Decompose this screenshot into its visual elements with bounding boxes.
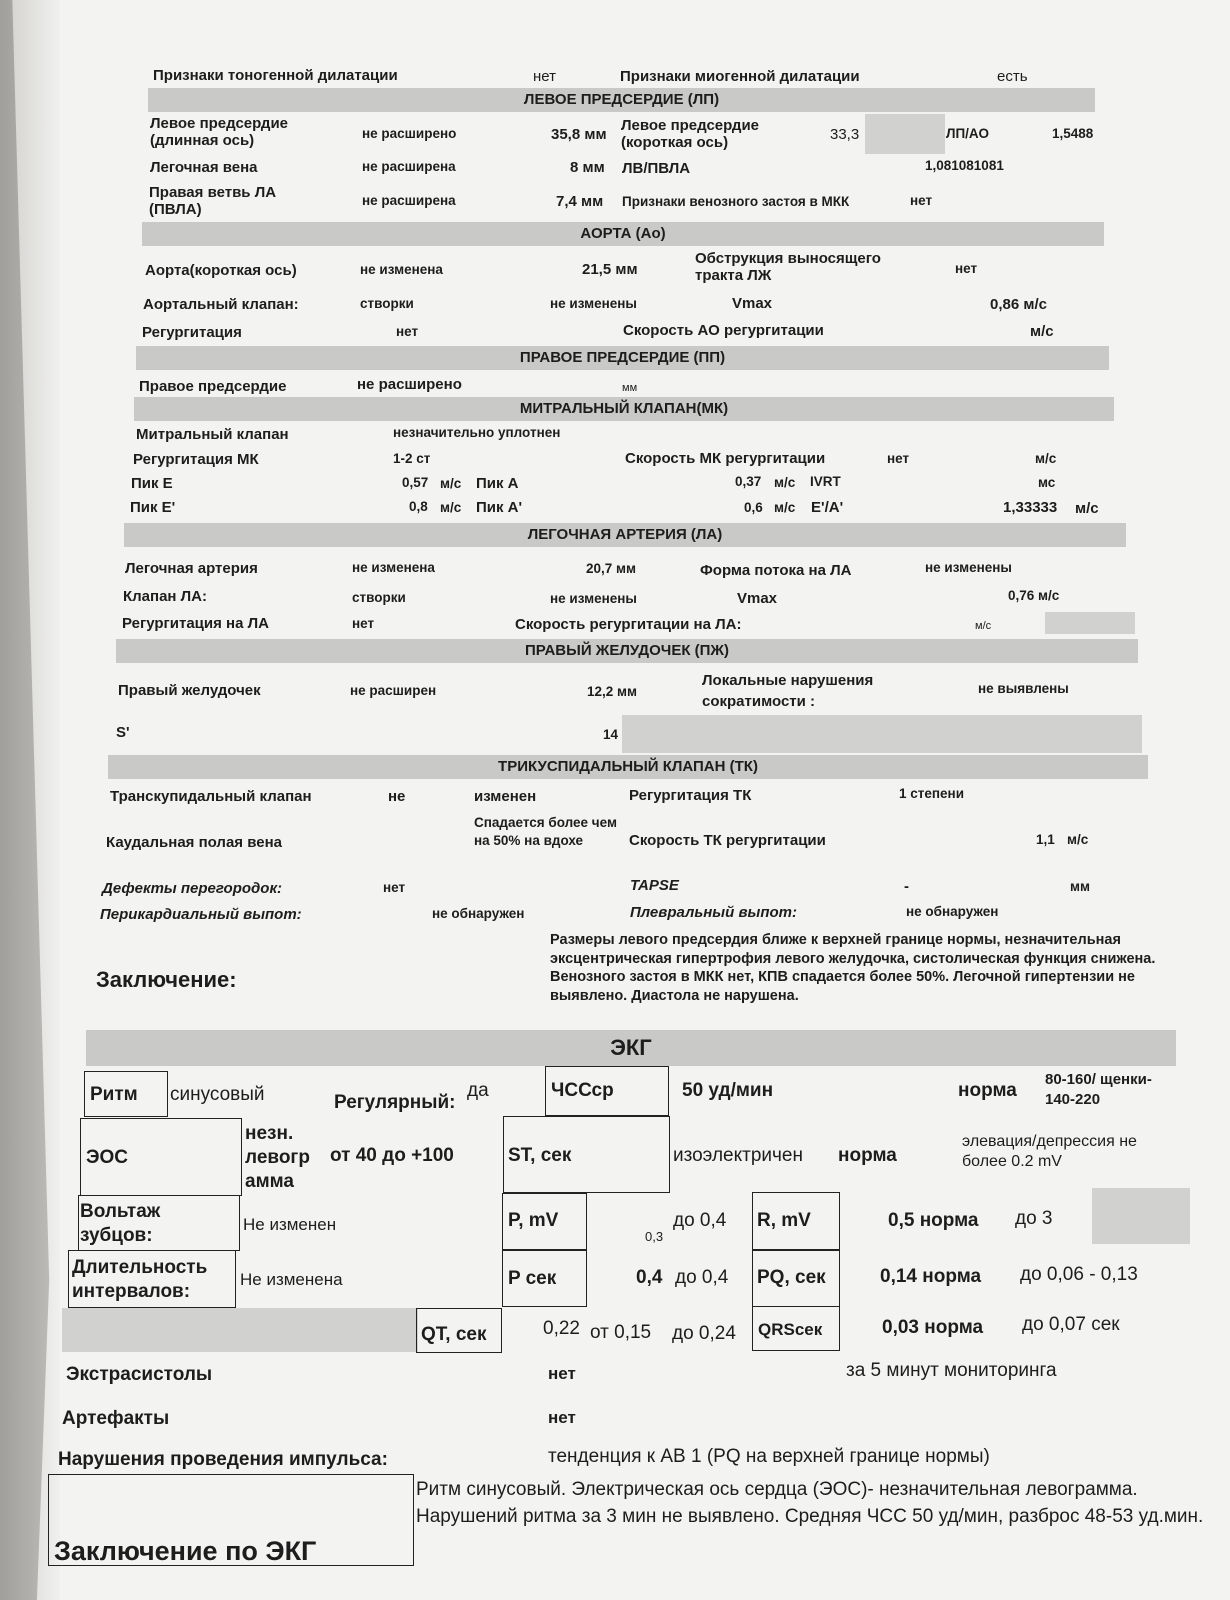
septal-value: нет <box>383 880 406 895</box>
gray-cell <box>1092 1188 1190 1244</box>
myogenic-label: Признаки миогенной дилатации <box>620 68 860 85</box>
pv-label: Легочная вена <box>150 159 258 176</box>
ecg-st-norm-value: элевация/депрессия не более 0.2 mV <box>962 1133 1137 1170</box>
peak-a-value: 0,37 <box>735 474 762 489</box>
tapse-label: TAPSE <box>630 877 679 894</box>
ecg-p-mv-value: 0,3 <box>645 1229 664 1244</box>
peak-e2-label: Пик E' <box>130 499 176 516</box>
pa-regurg-speed-label: Скорость регургитации на ЛА: <box>515 616 742 633</box>
ecg-p-sec-value: 0,4 <box>636 1267 663 1288</box>
peak-a-label: Пик А <box>476 475 519 492</box>
ecg-voltage-value: Не изменен <box>243 1215 337 1234</box>
pericardial-value: не обнаружен <box>432 906 525 921</box>
myogenic-value: есть <box>997 68 1028 85</box>
extrasystoles-value: нет <box>548 1364 576 1383</box>
peak-e2-value: 0,8 <box>409 499 428 514</box>
rv-local-label: Локальные нарушения сократимости : <box>702 672 874 710</box>
peak-e-label: Пик Е <box>131 475 173 492</box>
ecg-pq-value: 0,14 норма <box>880 1266 982 1287</box>
ivrt-label: IVRT <box>810 474 841 489</box>
pa-vmax-value: 0,76 м/с <box>1008 588 1060 603</box>
ao-regurg-value: нет <box>396 324 419 339</box>
tv-regurg-label: Регургитация ТК <box>629 787 752 804</box>
ecg-qt-value: 0,22 <box>543 1318 580 1339</box>
mv-regurg-label: Регургитация МК <box>133 451 259 468</box>
tv-label: Транскупидальный клапан <box>110 788 312 805</box>
ecg-conclusion-label: Заключение по ЭКГ <box>54 1536 317 1566</box>
pa-regurg-label: Регургитация на ЛА <box>122 615 269 632</box>
congestion-value: нет <box>910 193 933 208</box>
ecg-st-label: ST, сек <box>508 1145 572 1166</box>
ea-label: E'/A' <box>811 499 844 516</box>
extrasystoles-note: за 5 минут мониторинга <box>846 1360 1057 1381</box>
tapse-value: - <box>904 878 909 895</box>
ecg-qt-label: QT, сек <box>421 1324 487 1345</box>
peak-e-value: 0,57 <box>402 475 429 490</box>
ao-vmax-value: 0,86 м/с <box>990 296 1047 313</box>
conduction-label: Нарушения проведения импульса: <box>58 1449 388 1470</box>
rv-label: Правый желудочек <box>118 682 261 699</box>
rv-state: не расширен <box>350 683 437 698</box>
ecg-qrs-norm: до 0,07 сек <box>1022 1314 1120 1335</box>
ecg-regular-value: да <box>467 1080 489 1101</box>
echo-conclusion-label: Заключение: <box>96 967 237 992</box>
rpa-value: 7,4 мм <box>556 193 604 210</box>
artifacts-label: Артефакты <box>62 1408 170 1429</box>
aortic-valve-state: не изменены <box>550 296 637 311</box>
congestion-label: Признаки венозного застоя в МКК <box>622 194 850 209</box>
s-prime-value: 14 <box>603 727 619 742</box>
ecg-hr-value: 50 уд/мин <box>682 1080 774 1101</box>
tonogenic-label: Признаки тоногенной дилатации <box>153 67 398 84</box>
pa-regurg-value: нет <box>352 616 375 631</box>
ecg-r-mv-norm: до 3 <box>1015 1208 1053 1229</box>
pa-valve-leaflets: створки <box>352 590 406 605</box>
ecg-eos-range: от 40 до +100 <box>330 1145 454 1166</box>
ecg-qrs-label: QRSсек <box>758 1320 823 1339</box>
ao-section-header: АОРТА (Ао) <box>142 222 1104 246</box>
ra-unit: мм <box>622 382 638 394</box>
mv-regurg-value: 1-2 ст <box>393 451 431 466</box>
mv-section-header: МИТРАЛЬНЫЙ КЛАПАН(МК) <box>134 397 1114 421</box>
gray-cell <box>622 715 1142 753</box>
la-ao-label: ЛП/АО <box>946 126 989 141</box>
ra-section-header: ПРАВОЕ ПРЕДСЕРДИЕ (ПП) <box>136 346 1109 370</box>
ecg-p-sec-norm: до 0,4 <box>675 1267 729 1288</box>
ecg-rhythm-label: Ритм <box>90 1084 138 1105</box>
la-short-axis-value: 33,3 <box>830 126 860 143</box>
obstruction-value: нет <box>955 261 978 276</box>
ecg-section-header: ЭКГ <box>86 1030 1176 1066</box>
extrasystoles-label: Экстрасистолы <box>66 1364 213 1385</box>
ecg-qt-norm-to: до 0,24 <box>672 1323 736 1344</box>
la-ao-value: 1,5488 <box>1052 126 1094 141</box>
ecg-hr-label: ЧССср <box>551 1080 614 1101</box>
peak-a2-label: Пик A' <box>476 499 523 516</box>
tv-state-1: не <box>388 788 406 805</box>
ra-label: Правое предсердие <box>139 378 287 395</box>
rv-local-value: не выявлены <box>978 681 1069 696</box>
ecg-intervals-label: Длительность интервалов: <box>72 1257 208 1302</box>
la-long-axis-value: 35,8 мм <box>551 126 607 143</box>
tv-section-header: ТРИКУСПИДАЛЬНЫЙ КЛАПАН (ТК) <box>108 755 1148 779</box>
ecg-p-sec-label: P сек <box>508 1268 557 1289</box>
s-prime-label: S' <box>116 724 130 741</box>
gray-cell <box>62 1308 418 1352</box>
lv-pvla-value: 1,081081081 <box>925 158 1004 173</box>
ecg-regular-label: Регулярный: <box>334 1092 456 1113</box>
ecg-st-norm: норма <box>838 1145 897 1166</box>
pa-valve-state: не изменены <box>550 591 637 606</box>
tonogenic-value: нет <box>533 68 556 85</box>
ecg-eos-label: ЭОС <box>86 1147 129 1168</box>
tv-regurg-speed-label: Скорость ТК регургитации <box>629 832 826 849</box>
peak-e2-unit: м/с <box>440 500 462 515</box>
rv-section-header: ПРАВЫЙ ЖЕЛУДОЧЕК (ПЖ) <box>116 639 1138 663</box>
tv-state-2: изменен <box>474 788 537 805</box>
rv-value: 12,2 мм <box>587 684 637 699</box>
ea-value: 1,33333 <box>1003 499 1058 516</box>
tv-regurg-speed-value: 1,1 <box>1036 832 1055 847</box>
la-long-axis-state: не расширено <box>362 126 457 141</box>
tv-regurg-speed-unit: м/с <box>1067 832 1089 847</box>
ecg-conclusion-text: Ритм синусовый. Электрическая ось сердца (ЭОС)- незначительная левограмма. Нарушений ритма за 3 мин не выявлено. Средняя ЧСС 50 уд/мин, разброс 48-53 уд.мин. <box>416 1479 1204 1527</box>
aortic-valve-label: Аортальный клапан: <box>143 296 299 313</box>
la-short-axis-label: Левое предсердие (короткая ось) <box>621 117 760 152</box>
ecg-pq-label: PQ, сек <box>757 1267 826 1288</box>
mv-regurg-speed-value: нет <box>887 451 910 466</box>
sheet-shadow <box>0 0 60 1600</box>
pa-section-header: ЛЕГОЧНАЯ АРТЕРИЯ (ЛА) <box>124 523 1126 547</box>
aorta-value: 21,5 мм <box>582 261 638 278</box>
pa-vmax-label: Vmax <box>737 590 778 607</box>
ecg-r-mv-label: R, mV <box>757 1210 811 1231</box>
gray-cell <box>865 114 945 154</box>
ao-regurg-label: Регургитация <box>142 324 242 341</box>
ecg-hr-norm-value: 80-160/ щенки- 140-220 <box>1045 1071 1152 1108</box>
gray-cell <box>1045 612 1135 634</box>
echo-conclusion-text: Размеры левого предсердия ближе к верхней границе нормы, незначительная эксцентрическая гипертрофия левого желудочка, систолическая функция снижена. Венозного застоя в МКК нет, КПВ спадается более 50%. Легочной гипертензии не выявлено. Диастола не нарушена. <box>550 932 1156 1004</box>
aortic-valve-leaflets: створки <box>360 296 414 311</box>
ecg-p-mv-norm: до 0,4 <box>673 1210 727 1231</box>
ivc-label: Каудальная полая вена <box>106 834 282 851</box>
ecg-qt-norm-from: от 0,15 <box>590 1322 652 1343</box>
peak-e-unit: м/с <box>440 476 462 491</box>
artifacts-value: нет <box>548 1408 576 1427</box>
mv-regurg-speed-unit: м/с <box>1035 451 1057 466</box>
pa-regurg-speed-unit: м/с <box>975 620 992 632</box>
septal-label: Дефекты перегородок: <box>102 880 283 897</box>
mv-regurg-speed-label: Скорость МК регургитации <box>625 450 826 467</box>
aorta-label: Аорта(короткая ось) <box>145 262 297 279</box>
conduction-value: тенденция к АВ 1 (PQ на верхней границе нормы) <box>548 1446 990 1467</box>
ecg-rhythm-value: синусовый <box>170 1084 265 1105</box>
mv-valve-state: незначительно уплотнен <box>393 425 561 440</box>
ecg-r-mv-value: 0,5 норма <box>888 1210 979 1231</box>
pv-value: 8 мм <box>570 159 605 176</box>
ivrt-unit: мс <box>1038 475 1056 490</box>
pa-value: 20,7 мм <box>586 561 636 576</box>
peak-a2-value: 0,6 <box>744 500 763 515</box>
pleural-value: не обнаружен <box>906 904 999 919</box>
ivc-value: Спадается более чем на 50% на вдохе <box>474 815 617 848</box>
obstruction-label: Обструкция выносящего тракта ЛЖ <box>695 250 881 285</box>
tapse-unit: мм <box>1070 879 1090 894</box>
ecg-qrs-value: 0,03 норма <box>882 1317 984 1338</box>
pleural-label: Плевральный выпот: <box>630 904 797 921</box>
peak-a2-unit: м/с <box>774 500 796 515</box>
ao-vmax-label: Vmax <box>732 295 773 312</box>
ecg-eos-value: незн. левогр амма <box>245 1123 310 1192</box>
ecg-pq-norm: до 0,06 - 0,13 <box>1020 1264 1138 1285</box>
ecg-intervals-value: Не изменена <box>240 1270 343 1289</box>
ra-state: не расширено <box>357 376 462 393</box>
pa-flow-value: не изменены <box>925 560 1012 575</box>
pa-flow-label: Форма потока на ЛА <box>700 562 852 579</box>
lv-pvla-label: ЛВ/ПВЛА <box>622 160 691 177</box>
mv-valve-label: Митральный клапан <box>136 426 289 443</box>
peak-a-unit: м/с <box>774 475 796 490</box>
ecg-st-value: изоэлектричен <box>673 1145 803 1166</box>
pa-valve-label: Клапан ЛА: <box>123 588 208 605</box>
ecg-voltage-label: Вольтаж зубцов: <box>80 1201 161 1246</box>
ao-regurg-speed-unit: м/с <box>1030 323 1054 340</box>
ecg-hr-norm-label: норма <box>958 1080 1017 1101</box>
tv-regurg-value: 1 степени <box>899 786 965 801</box>
la-section-header: ЛЕВОЕ ПРЕДСЕРДИЕ (ЛП) <box>148 88 1095 112</box>
ao-regurg-speed-label: Скорость АО регургитации <box>623 322 824 339</box>
pa-label: Легочная артерия <box>125 560 258 577</box>
pericardial-label: Перикардиальный выпот: <box>100 906 302 923</box>
la-long-axis-label: Левое предсердие (длинная ось) <box>150 115 289 150</box>
pa-state: не изменена <box>352 560 435 575</box>
ecg-p-mv-label: P, mV <box>508 1210 559 1231</box>
aorta-state: не изменена <box>360 262 443 277</box>
rpa-state: не расширена <box>362 193 456 208</box>
rpa-label: Правая ветвь ЛА (ПВЛА) <box>149 184 277 219</box>
pv-state: не расширена <box>362 159 456 174</box>
ea-unit: м/с <box>1075 500 1099 517</box>
